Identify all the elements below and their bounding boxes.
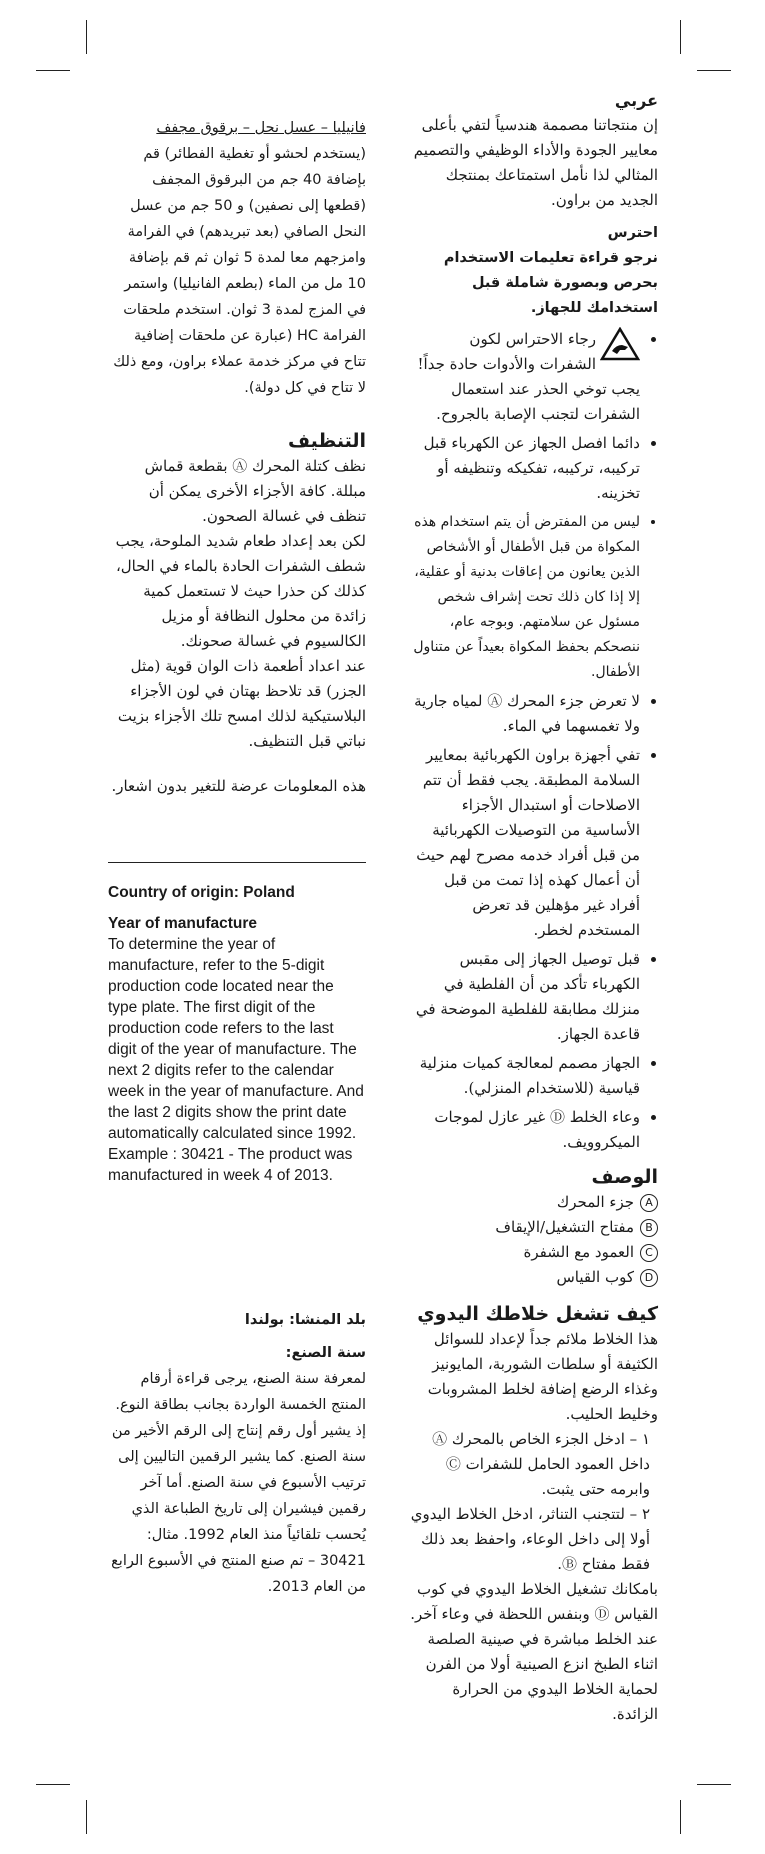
warning-text: وعاء الخلط Ⓓ غير عازل لموجات الميكروويف. [434,1108,640,1151]
origin-ar: بلد المنشا: بولندا [244,1312,366,1328]
hand-blade-warning-icon [600,327,640,361]
caution-text: نرجو قراءة تعليمات الاستخدام بحرص وبصورة شاملة قبل استخدامك للجهاز. [443,250,658,316]
year-title-en: Year of manufacture [108,915,258,932]
crop-mark [36,1784,70,1785]
warning-text: تفي أجهزة براون الكهربائية بمعايير السلامة المطبقة. يجب فقط أن تتم الاصلاحات أو استبدال الأجزاء الأساسية من التوصيلات الكهربائية من قبل أفراد خدمه مصرح لهم حيث أن أعمال كهذه إذا تمت من قبل أفراد غير مؤهلين قد تعرض المستخدم لخطر. [416,746,640,939]
howto-step: ٢ – لتتجنب التناثر، ادخل الخلاط اليدوي أولا إلى داخل الوعاء، واحفظ بعد ذلك فقط مفتاح Ⓑ. [410,1505,650,1573]
description-item [410,1265,658,1290]
description-title: الوصف [591,1166,658,1188]
letter-badge: D [640,1269,658,1287]
warning-text: قبل توصيل الجهاز إلى مقبس الكهرباء تأكد من أن الفلطية في منزلك مطابقة للفلطية الموضحة في قاعدة الجهاز. [415,950,640,1043]
crop-mark [697,1784,731,1785]
year-title-ar: سنة الصنع: [285,1345,366,1361]
letter-badge: C [640,1244,658,1262]
howto-outro: بامكانك تشغيل الخلاط اليدوي في كوب القياس Ⓓ وبنفس اللحظة في وعاء آخر. عند الخلط مباشرة في صينية الصلصة اثناء الطبخ انزع الصينية أولا من الفرن لحماية الخلاط اليدوي من الحرارة الزائدة. [410,1580,658,1723]
cleaning-title: التنظيف [287,430,366,452]
crop-mark [697,70,731,71]
description-item [410,1190,658,1215]
arabic-origin-block [108,1308,366,1600]
cleaning-paragraph: لكن بعد إعداد طعام شديد الملوحة، يجب شطف الشفرات الحادة بالماء في الحال، كذلك كن حذرا حيث لا تستعمل كمية زائدة من محلول النظافة أو مزيل الكالسيوم في غسالة صحونك. [115,532,366,650]
description-item [410,1215,658,1240]
description-label: كوب القياس [556,1268,634,1286]
list-item [410,1105,640,1155]
list-item [410,327,640,427]
crop-mark [86,20,87,54]
language-title: عربي [614,91,658,110]
howto-title: كيف تشغل خلاطك اليدوي [417,1303,658,1325]
year-text-en: To determine the year of manufacture, refer to the 5-digit production code located near the type plate. The first digit of the production code refers to the last digit of the year of manufacture. The next 2 digits refer to the calendar week in the year of manufacture. And the last 2 digits show the print date automatically calculated since 1992. [108,936,364,1142]
crop-mark [86,1800,87,1834]
warning-text: لا تعرض جزء المحرك Ⓐ لمياه جارية ولا تغمسهما في الماء. [414,692,640,735]
list-item [410,1051,640,1101]
cleaning-paragraph: نظف كتلة المحرك Ⓐ بقطعة قماش مبللة. كافة الأجزاء الأخرى يمكن أن تنظف في غسالة الصحون. [144,457,366,525]
warnings-list [410,327,658,1155]
list-item [410,510,640,685]
list-item [410,743,640,943]
howto-step: ١ – ادخل الجزء الخاص بالمحرك Ⓐ داخل العمود الحامل للشفرات Ⓒ وابرمه حتى يثبت. [432,1430,650,1498]
description-label: مفتاح التشغيل/الإيقاف [495,1218,634,1236]
section-divider [108,862,366,863]
warning-text: الجهاز مصمم لمعالجة كميات منزلية قياسية (للاستخدام المنزلي). [419,1054,640,1097]
intro-paragraph: إن منتجاتنا مصممة هندسياً لتفي بأعلى معايير الجودة والأداء الوظيفي والتصميم المثالي لذا نأمل استمتاعك بمنتجك الجديد من براون. [413,116,658,209]
recipe-text: (يستخدم لحشو أو تغطية الفطائر) قم بإضافة 40 جم من البرقوق المجفف (قطعها إلى نصفين) و 50 جم من عسل النحل الصافي (بعد تبريدهم) في الفرامة وامزجهم معا لمدة 5 ثوان ثم قم بإضافة 10 مل من الماء (بطعم الفانيليا) واستمر في المزج لمدة 3 ثوان. استخدم ملحقات الفرامة HC (عبارة عن ملحقات إضافية تتاح في مركز خدمة عملاء براون، ومع ذلك لا تتاح في كل دولة). [113,146,366,396]
description-item [410,1240,658,1265]
warning-text: ليس من المفترض أن يتم استخدام هذه المكواة من قبل الأطفال أو الأشخاص الذين يعانون من إعاقات بدنية أو عقلية، إلا إذا كان ذلك تحت إشراف شخص مسئول عن سلامتهم. وبوجه عام، ننصحكم بحفظ المكواة بعيداً عن متناول الأطفال. [413,514,640,680]
letter-badge: B [640,1219,658,1237]
description-label: العمود مع الشفرة [523,1243,634,1261]
warning-text: رجاء الاحتراس لكون الشفرات والأدوات حادة جداً! يجب توخي الحذر عند استعمال الشفرات لتجنب الإصابة بالجروح. [417,330,640,423]
english-block [108,882,366,1186]
change-notice: هذه المعلومات عرضة للتغير بدون اشعار. [111,777,366,795]
description-label: جزء المحرك [556,1193,634,1211]
year-text-ar: لمعرفة سنة الصنع، يرجى قراءة أرقام المنتج الخمسة الواردة بجانب بطاقة النوع. إذ يشير أول رقم إنتاج إلى الرقم الأخير من سنة الصنع. كما يشير الرقمين التاليين إلى ترتيب الأسبوع في سنة الصنع. أما آخر رقمين فيشيران إلى تاريخ الطباعة الذي يُحسب تلقائياً منذ العام 1992. مثال: 30421 – تم صنع المنتج في الأسبوع الرابع من العام 2013. [111,1371,366,1595]
letter-badge: A [640,1194,658,1212]
crop-mark [36,70,70,71]
list-item [410,689,640,739]
recipe-title: فانيليا – عسل نحل – برقوق مجفف [156,120,366,136]
description-list [410,1190,658,1290]
caution-title: احترس [607,225,658,241]
origin-en: Country of origin: Poland [108,884,295,901]
cleaning-paragraph: عند اعداد أطعمة ذات الوان قوية (مثل الجزر) قد تلاحظ بهتان في لون الأجزاء البلاستيكية لذلك امسح تلك الأجزاء بزيت نباتي قبل التنظيف. [117,657,366,750]
right-column [410,88,658,1727]
crop-mark [680,20,681,54]
crop-mark [680,1800,681,1834]
warning-text: دائما افصل الجهاز عن الكهرباء قبل تركيبه، تركيبه، تفكيكه وتنظيفه أو تخزينه. [423,434,640,502]
example-en: Example : 30421 - The product was manufactured in week 4 of 2013. [108,1146,353,1184]
list-item [410,431,640,506]
list-item [410,947,640,1047]
left-column [108,116,366,799]
howto-intro: هذا الخلاط ملائم جداً لإعداد للسوائل الكثيفة أو سلطات الشوربة، المايونيز وغذاء الرضع إضافة لخلط المشروبات وخليط الحليب. [427,1330,658,1423]
